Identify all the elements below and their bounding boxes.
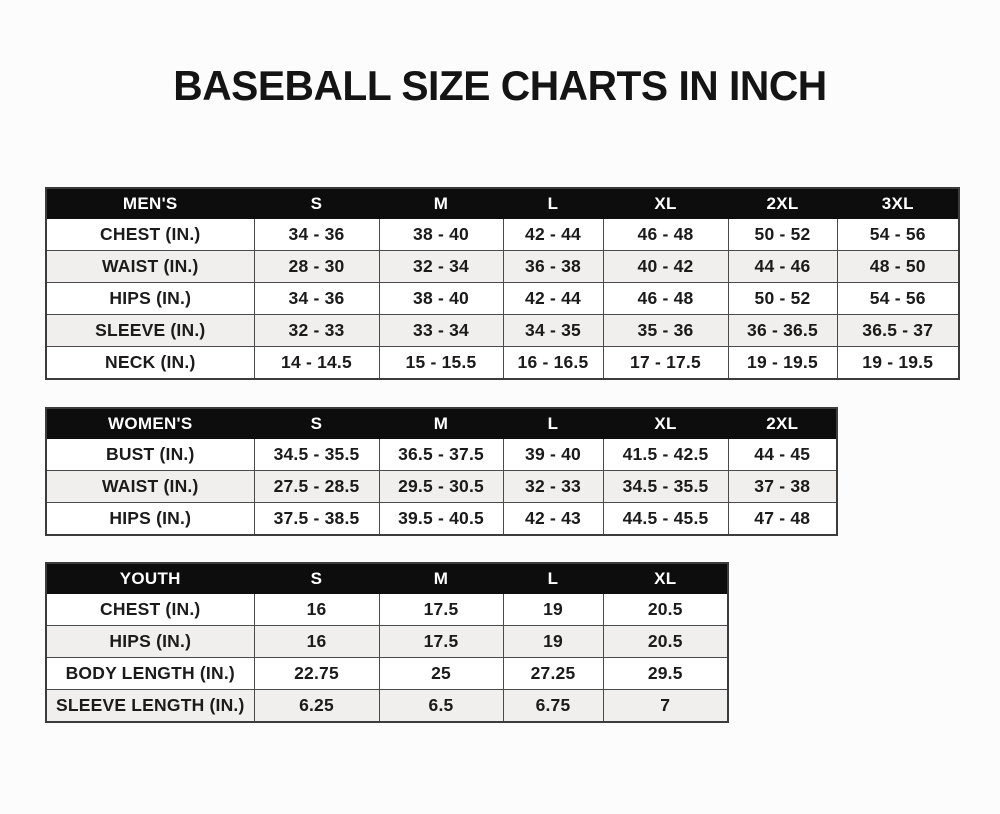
mens-header-cell-4: XL — [603, 188, 728, 219]
size-value-cell: 34 - 35 — [503, 315, 603, 347]
size-value-cell: 32 - 33 — [254, 315, 379, 347]
size-value-cell: 35 - 36 — [603, 315, 728, 347]
youth-header-cell-1: S — [254, 563, 379, 594]
size-value-cell: 27.25 — [503, 658, 603, 690]
table-row — [46, 347, 959, 380]
youth-header-cell-0: YOUTH — [46, 563, 254, 594]
row-label: NECK (IN.) — [46, 347, 254, 380]
size-value-cell: 44 - 45 — [728, 439, 837, 471]
size-value-cell: 14 - 14.5 — [254, 347, 379, 380]
size-value-cell: 29.5 — [603, 658, 728, 690]
size-value-cell: 6.5 — [379, 690, 503, 723]
size-value-cell: 17.5 — [379, 626, 503, 658]
row-label: HIPS (IN.) — [46, 626, 254, 658]
size-value-cell: 34.5 - 35.5 — [603, 471, 728, 503]
size-value-cell: 17 - 17.5 — [603, 347, 728, 380]
size-value-cell: 16 — [254, 626, 379, 658]
page-title: BASEBALL SIZE CHARTS IN INCH — [173, 62, 827, 109]
size-value-cell: 6.75 — [503, 690, 603, 723]
table-row — [46, 251, 959, 283]
size-value-cell: 44 - 46 — [728, 251, 837, 283]
table-row — [46, 690, 728, 723]
youth-header-cell-2: M — [379, 563, 503, 594]
size-value-cell: 36.5 - 37.5 — [379, 439, 503, 471]
size-value-cell: 40 - 42 — [603, 251, 728, 283]
size-value-cell: 36 - 36.5 — [728, 315, 837, 347]
row-label: BUST (IN.) — [46, 439, 254, 471]
row-label: BODY LENGTH (IN.) — [46, 658, 254, 690]
size-value-cell: 39.5 - 40.5 — [379, 503, 503, 536]
mens-header-cell-0: MEN'S — [46, 188, 254, 219]
size-value-cell: 38 - 40 — [379, 219, 503, 251]
mens-header-row — [46, 188, 959, 219]
size-value-cell: 41.5 - 42.5 — [603, 439, 728, 471]
table-row — [46, 439, 837, 471]
size-value-cell: 27.5 - 28.5 — [254, 471, 379, 503]
size-value-cell: 42 - 43 — [503, 503, 603, 536]
youth-size-table — [45, 562, 729, 723]
row-label: WAIST (IN.) — [46, 471, 254, 503]
mens-size-table — [45, 187, 960, 380]
row-label: WAIST (IN.) — [46, 251, 254, 283]
size-value-cell: 50 - 52 — [728, 283, 837, 315]
size-value-cell: 28 - 30 — [254, 251, 379, 283]
size-value-cell: 37.5 - 38.5 — [254, 503, 379, 536]
table-row — [46, 219, 959, 251]
size-value-cell: 36.5 - 37 — [837, 315, 959, 347]
size-value-cell: 20.5 — [603, 626, 728, 658]
size-value-cell: 19 - 19.5 — [728, 347, 837, 380]
size-value-cell: 42 - 44 — [503, 219, 603, 251]
table-row — [46, 471, 837, 503]
table-row — [46, 315, 959, 347]
size-value-cell: 22.75 — [254, 658, 379, 690]
size-value-cell: 48 - 50 — [837, 251, 959, 283]
youth-header-row — [46, 563, 728, 594]
size-value-cell: 46 - 48 — [603, 283, 728, 315]
womens-header-cell-5: 2XL — [728, 408, 837, 439]
mens-header-cell-3: L — [503, 188, 603, 219]
youth-header-cell-4: XL — [603, 563, 728, 594]
womens-header-cell-1: S — [254, 408, 379, 439]
womens-header-row — [46, 408, 837, 439]
row-label: HIPS (IN.) — [46, 503, 254, 536]
size-value-cell: 16 — [254, 594, 379, 626]
youth-header-cell-3: L — [503, 563, 603, 594]
row-label: SLEEVE (IN.) — [46, 315, 254, 347]
row-label: SLEEVE LENGTH (IN.) — [46, 690, 254, 723]
size-value-cell: 29.5 - 30.5 — [379, 471, 503, 503]
table-row — [46, 594, 728, 626]
size-value-cell: 54 - 56 — [837, 219, 959, 251]
womens-size-table — [45, 407, 838, 536]
size-value-cell: 46 - 48 — [603, 219, 728, 251]
size-value-cell: 39 - 40 — [503, 439, 603, 471]
size-value-cell: 17.5 — [379, 594, 503, 626]
table-row — [46, 503, 837, 536]
size-value-cell: 19 — [503, 594, 603, 626]
size-value-cell: 34 - 36 — [254, 283, 379, 315]
womens-header-cell-3: L — [503, 408, 603, 439]
size-value-cell: 32 - 33 — [503, 471, 603, 503]
size-value-cell: 34.5 - 35.5 — [254, 439, 379, 471]
mens-header-cell-6: 3XL — [837, 188, 959, 219]
mens-header-cell-5: 2XL — [728, 188, 837, 219]
size-value-cell: 47 - 48 — [728, 503, 837, 536]
row-label: CHEST (IN.) — [46, 594, 254, 626]
row-label: CHEST (IN.) — [46, 219, 254, 251]
size-value-cell: 19 — [503, 626, 603, 658]
size-value-cell: 7 — [603, 690, 728, 723]
size-value-cell: 42 - 44 — [503, 283, 603, 315]
size-value-cell: 16 - 16.5 — [503, 347, 603, 380]
size-value-cell: 15 - 15.5 — [379, 347, 503, 380]
size-value-cell: 44.5 - 45.5 — [603, 503, 728, 536]
size-chart-page — [0, 62, 1000, 723]
table-row — [46, 283, 959, 315]
size-value-cell: 50 - 52 — [728, 219, 837, 251]
size-value-cell: 54 - 56 — [837, 283, 959, 315]
table-row — [46, 658, 728, 690]
size-value-cell: 6.25 — [254, 690, 379, 723]
size-value-cell: 36 - 38 — [503, 251, 603, 283]
size-value-cell: 19 - 19.5 — [837, 347, 959, 380]
womens-header-cell-4: XL — [603, 408, 728, 439]
womens-header-cell-2: M — [379, 408, 503, 439]
row-label: HIPS (IN.) — [46, 283, 254, 315]
size-value-cell: 37 - 38 — [728, 471, 837, 503]
mens-header-cell-1: S — [254, 188, 379, 219]
size-value-cell: 32 - 34 — [379, 251, 503, 283]
table-row — [46, 626, 728, 658]
size-value-cell: 33 - 34 — [379, 315, 503, 347]
size-value-cell: 25 — [379, 658, 503, 690]
size-value-cell: 38 - 40 — [379, 283, 503, 315]
size-value-cell: 34 - 36 — [254, 219, 379, 251]
size-value-cell: 20.5 — [603, 594, 728, 626]
womens-header-cell-0: WOMEN'S — [46, 408, 254, 439]
mens-header-cell-2: M — [379, 188, 503, 219]
